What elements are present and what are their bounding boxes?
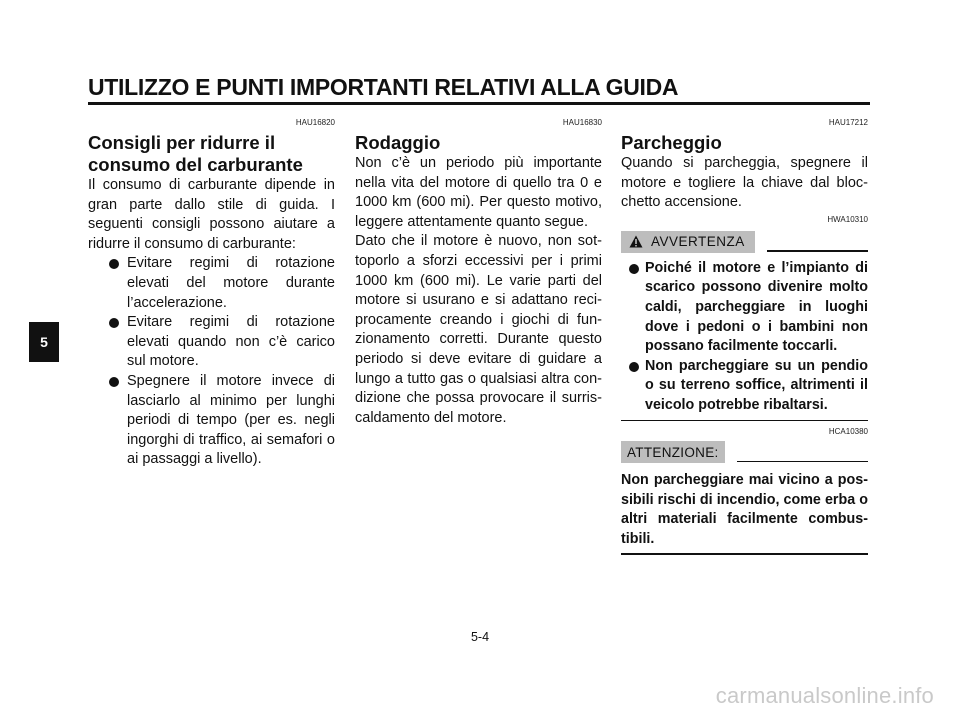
- intro-paragraph: Quando si parcheggia, spegnere il motore e togliere la chiave dal blocchetto accensione.: [621, 155, 868, 211]
- list-item: [629, 259, 868, 357]
- warning-banner: [621, 231, 868, 253]
- column-fuel-consumption: [88, 118, 335, 470]
- intro-paragraph: Il consumo di carburante dipende in gran parte dallo stile di guida. I seguenti consigli possono aiutare a ridurre il consumo di carburante:: [88, 177, 335, 252]
- caution-code: HCA10380: [828, 427, 868, 437]
- watermark: carmanualsonline.info: [715, 683, 934, 708]
- section-title: UTILIZZO E PUNTI IMPORTANTI RELATIVI ALLA GUIDA: [88, 74, 679, 100]
- bullet-icon: [109, 318, 119, 328]
- caution-text: Non parcheggiare mai vicino a possibili rischi di incendio, come erba o altri materiali facilmente combustibili.: [621, 472, 868, 547]
- page-number: 5-4: [470, 630, 490, 644]
- warning-rule: [767, 250, 868, 252]
- warning-triangle-icon: [629, 235, 643, 248]
- caution-end-rule: [621, 553, 868, 555]
- list-item-text: Evitare regimi di rotazione elevati quando non c’è carico sul motore.: [127, 314, 335, 370]
- heading-line-2: consumo del carburante: [88, 154, 303, 175]
- caution-banner: [621, 441, 868, 463]
- list-item: [629, 357, 868, 416]
- list-item-text: Non parcheggiare su un pendio o su terreno soffice, altrimenti il veicolo potrebbe ribaltarsi.: [645, 357, 868, 413]
- heading-parking: Parcheggio: [621, 132, 722, 153]
- header-rule: [88, 102, 870, 105]
- list-item-text: Poiché il motore e l’impianto di scarico possono divenire molto caldi, parcheggiare in luoghi dove i pedoni o i bambini non possano facilmente toccarli.: [645, 259, 868, 355]
- list-item: [109, 372, 335, 470]
- warning-list: [621, 259, 868, 416]
- column-parking: [621, 118, 868, 555]
- reference-code: HAU16830: [562, 118, 602, 127]
- paragraph-1: Non c’è un periodo più importante nella vita del motore di quello tra 0 e 1000 km (600 mi). Per questo motivo, leggere attentamente quanto segue.: [355, 155, 602, 230]
- tips-list: [88, 254, 335, 470]
- list-item-text: Evitare regimi di rotazione elevati del motore durante l’accelerazione.: [127, 255, 335, 311]
- heading-line-1: Consigli per ridurre il: [88, 132, 276, 153]
- bullet-icon: [629, 362, 639, 372]
- caution-badge: ATTENZIONE:: [621, 441, 725, 463]
- warning-label: AVVERTENZA: [651, 234, 745, 250]
- bullet-icon: [629, 264, 639, 274]
- column-break-in: [355, 118, 602, 428]
- warning-end-rule: [621, 420, 868, 422]
- chapter-tab: 5: [29, 322, 59, 362]
- reference-code: HAU16820: [295, 118, 335, 127]
- warning-code: HWA10310: [827, 214, 868, 224]
- list-item: [109, 313, 335, 372]
- bullet-icon: [109, 377, 119, 387]
- reference-code: HAU17212: [828, 118, 868, 127]
- heading-break-in: Rodaggio: [355, 132, 441, 153]
- caution-rule: [737, 461, 868, 463]
- page-header: [88, 74, 870, 105]
- paragraph-2: Dato che il motore è nuovo, non sottoporlo a sforzi eccessivi per i primi 1000 km (600 mi). Le varie parti del motore si usurano e si adattano reciprocamente creando i giochi di funzionamento corretti. Durante questo periodo si deve evitare di guidare a lungo a tutto gas o qualsiasi altra condizione che possa provocare il surriscaldamento del motore.: [355, 233, 602, 426]
- list-item: [109, 254, 335, 313]
- bullet-icon: [109, 259, 119, 269]
- list-item-text: Spegnere il motore invece di lasciarlo al minimo per lunghi periodi di tempo (per es. negli ingorghi di traffico, ai semafori o ai passaggi a livello).: [127, 372, 335, 468]
- warning-badge: [621, 231, 755, 253]
- heading-fuel-consumption: [88, 132, 335, 176]
